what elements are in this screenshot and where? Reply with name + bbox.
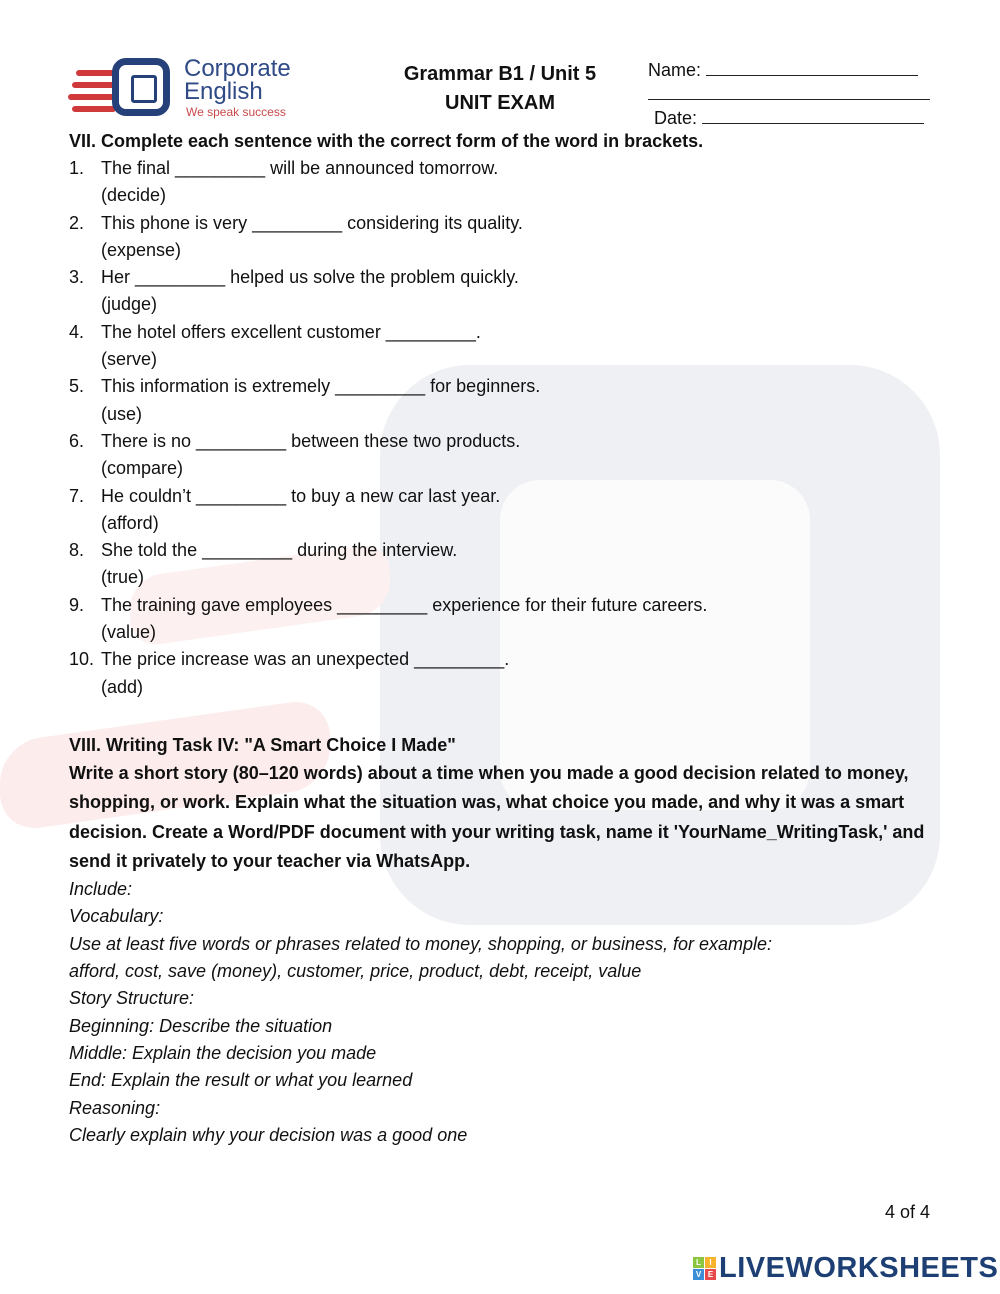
live-badge-icon: L I V E [693,1257,716,1280]
question-text: There is no _________ between these two products. [101,430,521,451]
date-field[interactable] [702,106,924,124]
question-text: The price increase was an unexpected _________. [101,649,510,670]
question-text: The training gave employees _________ experience for their future careers. [101,594,708,615]
question-item [69,592,939,647]
question-number: 6. [69,430,85,451]
question-number: 7. [69,485,85,506]
word-hint: (serve) [101,349,158,370]
task-guideline: Vocabulary: [69,906,164,927]
title-line: Grammar B1 / Unit 5 [403,63,597,85]
word-hint: (afford) [101,512,159,533]
exam-title [380,60,620,118]
task-guideline: Middle: Explain the decision you made [69,1042,377,1063]
task-guideline: End: Explain the result or what you learned [69,1070,413,1091]
question-number: 10. [69,649,95,670]
section-heading: VIII. Writing Task IV: "A Smart Choice I Made" [69,734,456,755]
question-text: She told the _________ during the interview. [101,540,458,561]
word-hint: (expense) [101,239,182,260]
brand-text: LIVEWORKSHEETS [719,1252,999,1284]
name-field[interactable] [706,58,918,76]
question-text: This information is extremely _________ for beginners. [101,376,541,397]
word-hint: (value) [101,622,157,643]
question-item [69,210,939,265]
question-number: 4. [69,321,85,342]
task-guideline: Include: [69,879,133,900]
question-item [69,264,939,319]
name-label: Name: [648,60,702,80]
student-info [648,58,932,130]
question-number: 9. [69,594,85,615]
question-number: 3. [69,267,85,288]
word-hint: (use) [101,403,143,424]
question-text: He couldn’t _________ to buy a new car last year. [101,485,501,506]
question-item [69,483,939,538]
question-number: 8. [69,540,85,561]
question-text: The hotel offers excellent customer _________. [101,321,481,342]
word-hint: (judge) [101,294,158,315]
question-text: Her _________ helped us solve the problem quickly. [101,267,519,288]
date-label: Date: [654,108,698,128]
question-item [69,319,939,374]
task-guideline: Clearly explain why your decision was a good one [69,1124,468,1145]
page-number: 4 of 4 [884,1202,930,1222]
task-guideline: Use at least five words or phrases related to money, shopping, or business, for example: [69,933,773,954]
question-number: 5. [69,376,85,397]
logo-tagline: We speak success [186,105,286,119]
task-guideline: Reasoning: [69,1097,161,1118]
exam-content [69,128,939,1149]
logo-text: English [184,78,263,105]
name-field-continued[interactable] [648,82,930,100]
logo-text: Corporate [184,55,291,82]
question-item [69,646,939,701]
question-text: The final _________ will be announced tomorrow. [101,158,499,178]
title-line: UNIT EXAM [445,92,555,114]
section-heading: VII. Complete each sentence with the correct form of the word in brackets. [69,131,704,151]
word-hint: (add) [101,676,144,697]
task-guideline: Story Structure: [69,988,195,1009]
speech-bubble-icon [112,58,170,116]
word-hint: (compare) [101,458,184,479]
question-number: 2. [69,212,85,233]
liveworksheets-logo [693,1252,998,1285]
question-item [69,155,939,210]
writing-instructions: Write a short story (80–120 words) about a time when you made a good decision related to money, shopping, or work. Explain what the situation was, what choice you made, and why it was a smart decision. Create a Word/PDF document with your writing task, name it 'YourName_WritingTask,' and send it privately to your teacher via WhatsApp. [69,762,925,871]
task-guideline: Beginning: Describe the situation [69,1015,333,1036]
question-number: 1. [69,158,85,178]
question-item [69,537,939,592]
word-hint: (decide) [101,185,167,206]
question-text: This phone is very _________ considering its quality. [101,212,523,233]
question-item [69,428,939,483]
task-guideline: afford, cost, save (money), customer, price, product, debt, receipt, value [69,961,642,982]
corporate-english-logo [68,56,308,126]
word-hint: (true) [101,567,145,588]
question-item [69,373,939,428]
